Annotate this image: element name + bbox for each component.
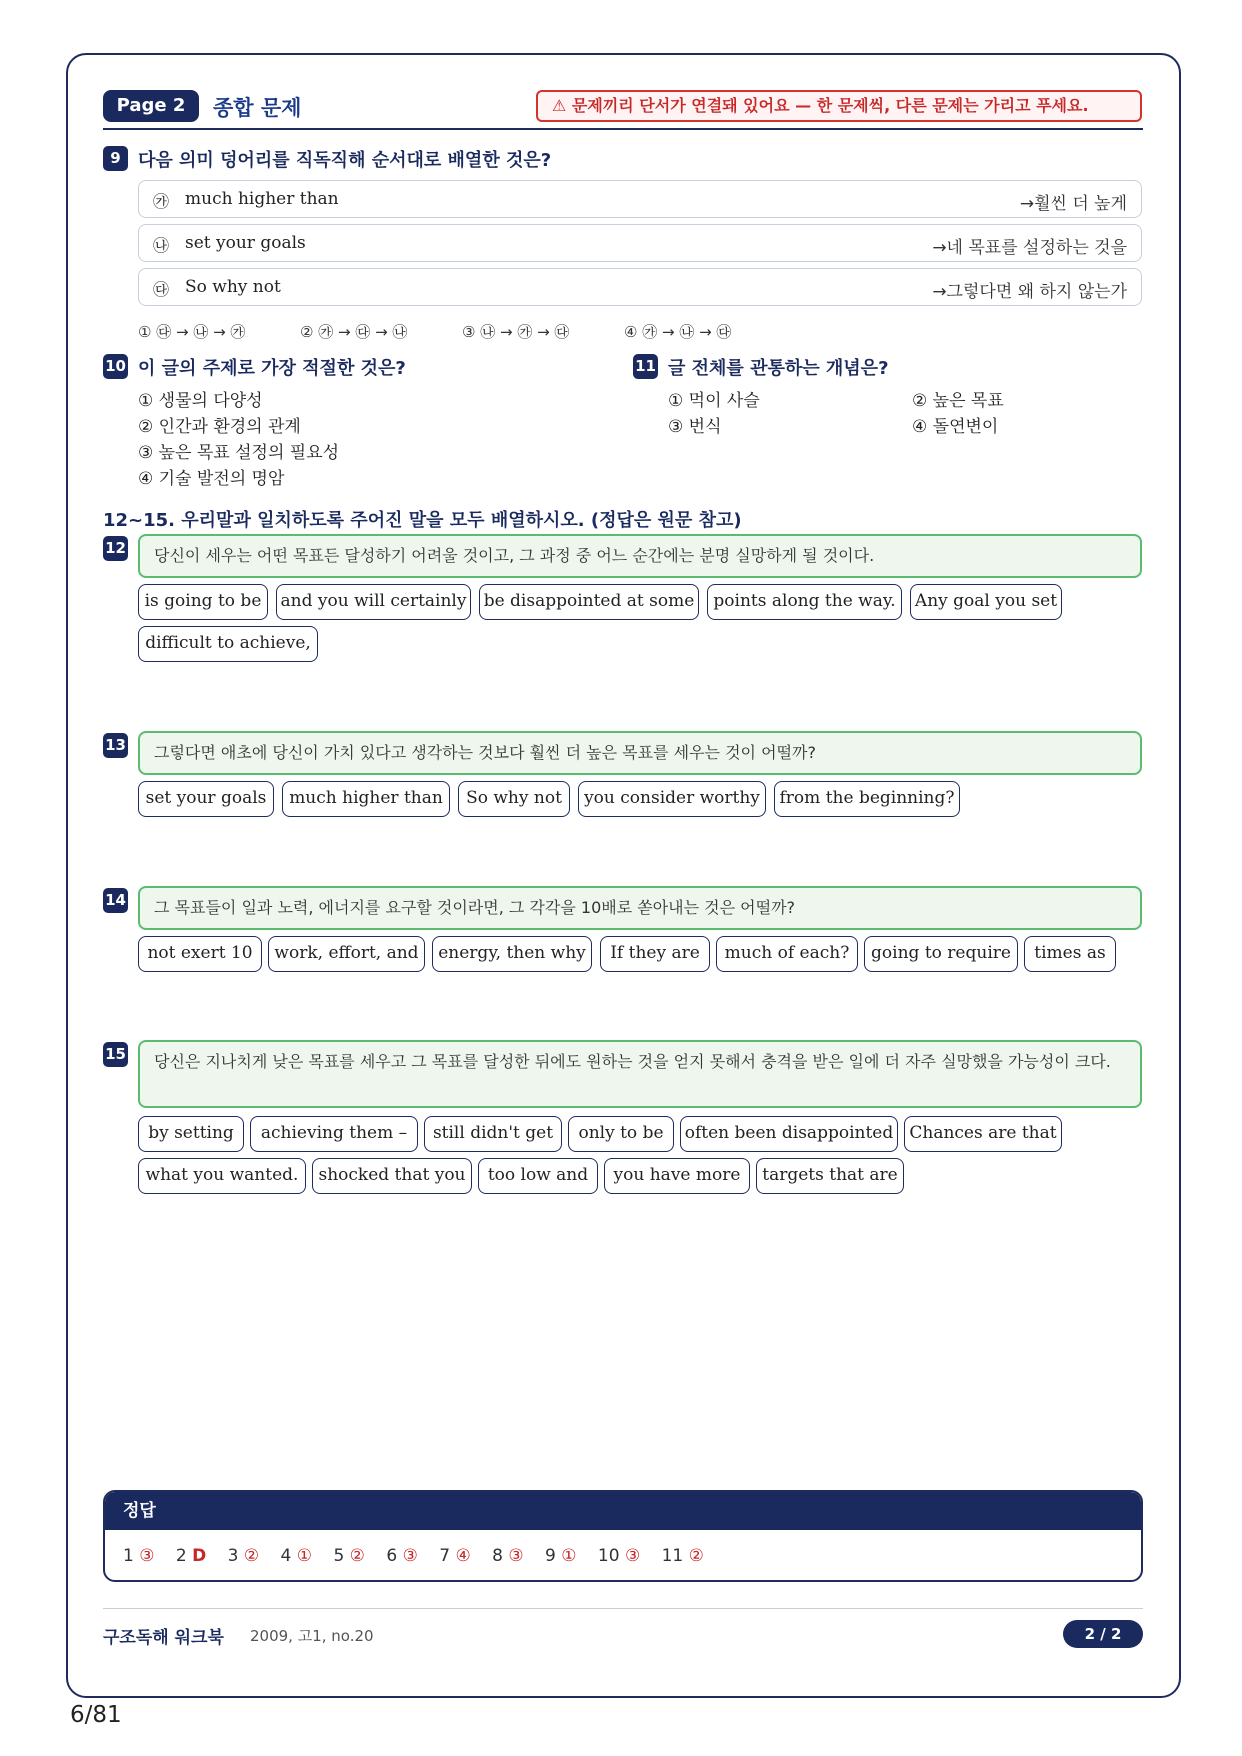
answer-option[interactable]: ③ 번식 <box>668 417 722 437</box>
document-page-counter: 6/81 <box>70 1702 122 1728</box>
question-number: 13 <box>103 733 128 758</box>
answer-option[interactable]: ① ㉰ → ㉯ → ㉮ <box>138 323 246 341</box>
answer-value: ③ <box>139 1546 155 1566</box>
answer-value: ① <box>296 1546 313 1566</box>
answer-option[interactable]: ③ ㉯ → ㉮ → ㉰ <box>462 323 570 341</box>
answer-option[interactable]: ① 먹이 사슬 <box>668 391 760 411</box>
chunk-row <box>138 224 1142 262</box>
question-number: 10 <box>103 354 128 379</box>
answer-value: ① <box>561 1546 577 1566</box>
word-chip[interactable]: still didn't get <box>424 1116 562 1152</box>
section-title: 종합 문제 <box>213 96 302 120</box>
question-number: 9 <box>103 146 128 171</box>
answer-value: ② <box>243 1546 260 1566</box>
chunk-korean: →네 목표를 설정하는 것을 <box>932 238 1127 258</box>
answer-number: 10 <box>597 1546 620 1566</box>
answer-item <box>545 1546 576 1566</box>
answer-key-list <box>123 1546 720 1566</box>
answer-number: 7 <box>439 1546 451 1566</box>
answer-value: ④ <box>455 1546 471 1566</box>
chunk-english: much higher than <box>185 189 339 209</box>
section-instruction: 12~15. 우리말과 일치하도록 주어진 말을 모두 배열하시오. (정답은 원문 참고) <box>103 510 742 531</box>
answer-option[interactable]: ② 높은 목표 <box>912 391 1004 411</box>
answer-value: ③ <box>624 1546 641 1566</box>
question-number: 15 <box>103 1042 128 1067</box>
answer-item <box>439 1546 470 1566</box>
answer-key-title: 정답 <box>105 1492 1141 1530</box>
chunk-mark: ㉮ <box>153 192 170 211</box>
word-chip[interactable]: not exert 10 <box>138 936 262 972</box>
answer-item <box>662 1546 704 1566</box>
answer-item <box>598 1546 640 1566</box>
answer-item <box>281 1546 312 1566</box>
chunk-row <box>138 180 1142 218</box>
word-chip[interactable]: times as <box>1024 936 1116 972</box>
answer-value: ② <box>349 1546 365 1566</box>
answer-item <box>176 1546 206 1566</box>
answer-key <box>103 1490 1143 1582</box>
korean-sentence: 그 목표들이 일과 노력, 에너지를 요구할 것이라면, 그 각각을 10배로 쏟아내는 것은 어떨까? <box>138 886 1142 930</box>
chunk-row <box>138 268 1142 306</box>
word-chip[interactable]: by setting <box>138 1116 244 1152</box>
word-chip[interactable]: If they are <box>600 936 710 972</box>
chunk-mark: ㉰ <box>153 280 170 299</box>
word-chip[interactable]: points along the way. <box>707 584 902 620</box>
page-label: Page 2 <box>103 90 199 122</box>
word-chip[interactable]: shocked that you <box>312 1158 472 1194</box>
warning-banner: ⚠ 문제끼리 단서가 연결돼 있어요 — 한 문제씩, 다른 문제는 가리고 푸세요. <box>536 90 1142 122</box>
question-number: 11 <box>633 354 658 379</box>
answer-item <box>228 1546 259 1566</box>
word-chip[interactable]: what you wanted. <box>138 1158 306 1194</box>
chunk-korean: →훨씬 더 높게 <box>1019 194 1127 214</box>
word-chip[interactable]: often been disappointed <box>680 1116 898 1152</box>
word-chip[interactable]: set your goals <box>138 781 274 817</box>
answer-item <box>123 1546 154 1566</box>
answer-option[interactable]: ④ 기술 발전의 명암 <box>138 469 285 489</box>
answer-number: 1 <box>123 1546 134 1566</box>
word-chip[interactable]: only to be <box>568 1116 674 1152</box>
word-chip[interactable]: targets that are <box>756 1158 904 1194</box>
word-chip[interactable]: going to require <box>864 936 1018 972</box>
word-chip[interactable]: Chances are that <box>904 1116 1062 1152</box>
question-text: 글 전체를 관통하는 개념은? <box>668 358 889 379</box>
word-chip[interactable]: achieving them – <box>250 1116 418 1152</box>
chunk-english: So why not <box>185 277 281 297</box>
footer-divider <box>103 1608 1143 1609</box>
answer-value: D <box>192 1546 207 1566</box>
answer-number: 6 <box>386 1546 398 1566</box>
word-chip[interactable]: you have more <box>604 1158 750 1194</box>
word-chip[interactable]: and you will certainly <box>276 584 471 620</box>
question-number: 14 <box>103 888 128 913</box>
answer-number: 11 <box>661 1546 684 1566</box>
answer-value: ③ <box>508 1546 524 1566</box>
footer-title: 구조독해 워크북 <box>103 1628 224 1648</box>
chunk-korean: →그렇다면 왜 하지 않는가 <box>932 282 1127 302</box>
answer-number: 9 <box>545 1546 556 1566</box>
answer-number: 5 <box>333 1546 345 1566</box>
answer-option[interactable]: ③ 높은 목표 설정의 필요성 <box>138 443 340 463</box>
word-chip[interactable]: Any goal you set <box>910 584 1062 620</box>
footer-source: 2009, 고1, no.20 <box>250 1627 374 1645</box>
answer-option[interactable]: ④ 돌연변이 <box>912 417 999 437</box>
answer-item <box>386 1546 417 1566</box>
answer-number: 8 <box>492 1546 503 1566</box>
word-chip[interactable]: is going to be <box>138 584 268 620</box>
word-chip[interactable]: much higher than <box>282 781 450 817</box>
word-chip[interactable]: from the beginning? <box>774 781 960 817</box>
word-chip[interactable]: So why not <box>458 781 570 817</box>
answer-value: ③ <box>402 1546 418 1566</box>
korean-sentence: 당신이 세우는 어떤 목표든 달성하기 어려울 것이고, 그 과정 중 어느 순간에는 분명 실망하게 될 것이다. <box>138 534 1142 578</box>
chunk-mark: ㉯ <box>153 236 170 255</box>
footer-page-number: 2 / 2 <box>1063 1620 1143 1648</box>
word-chip[interactable]: energy, then why <box>432 936 592 972</box>
answer-number: 3 <box>227 1546 239 1566</box>
word-chip[interactable]: much of each? <box>716 936 858 972</box>
question-text: 다음 의미 덩어리를 직독직해 순서대로 배열한 것은? <box>138 150 552 171</box>
word-chip[interactable]: too low and <box>478 1158 598 1194</box>
answer-item <box>492 1546 523 1566</box>
question-text: 이 글의 주제로 가장 적절한 것은? <box>138 358 406 379</box>
answer-option[interactable]: ② 인간과 환경의 관계 <box>138 417 301 437</box>
answer-option[interactable]: ② ㉮ → ㉰ → ㉯ <box>300 323 408 341</box>
korean-sentence: 당신은 지나치게 낮은 목표를 세우고 그 목표를 달성한 뒤에도 원하는 것을 얻지 못해서 충격을 받은 일에 더 자주 실망했을 가능성이 크다. <box>138 1040 1142 1108</box>
answer-option[interactable]: ④ ㉮ → ㉯ → ㉰ <box>624 323 732 341</box>
question-number: 12 <box>103 536 128 561</box>
word-chip[interactable]: you consider worthy <box>578 781 766 817</box>
word-chip[interactable]: work, effort, and <box>268 936 425 972</box>
word-chip[interactable]: be disappointed at some <box>479 584 699 620</box>
page-header <box>103 90 1143 130</box>
korean-sentence: 그렇다면 애초에 당신이 가치 있다고 생각하는 것보다 훨씬 더 높은 목표를 세우는 것이 어떨까? <box>138 731 1142 775</box>
answer-number: 2 <box>175 1546 187 1566</box>
answer-number: 4 <box>280 1546 292 1566</box>
chunk-english: set your goals <box>185 233 306 253</box>
word-chip[interactable]: difficult to achieve, <box>138 626 318 662</box>
answer-value: ② <box>688 1546 704 1566</box>
answer-option[interactable]: ① 생물의 다양성 <box>138 391 263 411</box>
answer-item <box>333 1546 364 1566</box>
